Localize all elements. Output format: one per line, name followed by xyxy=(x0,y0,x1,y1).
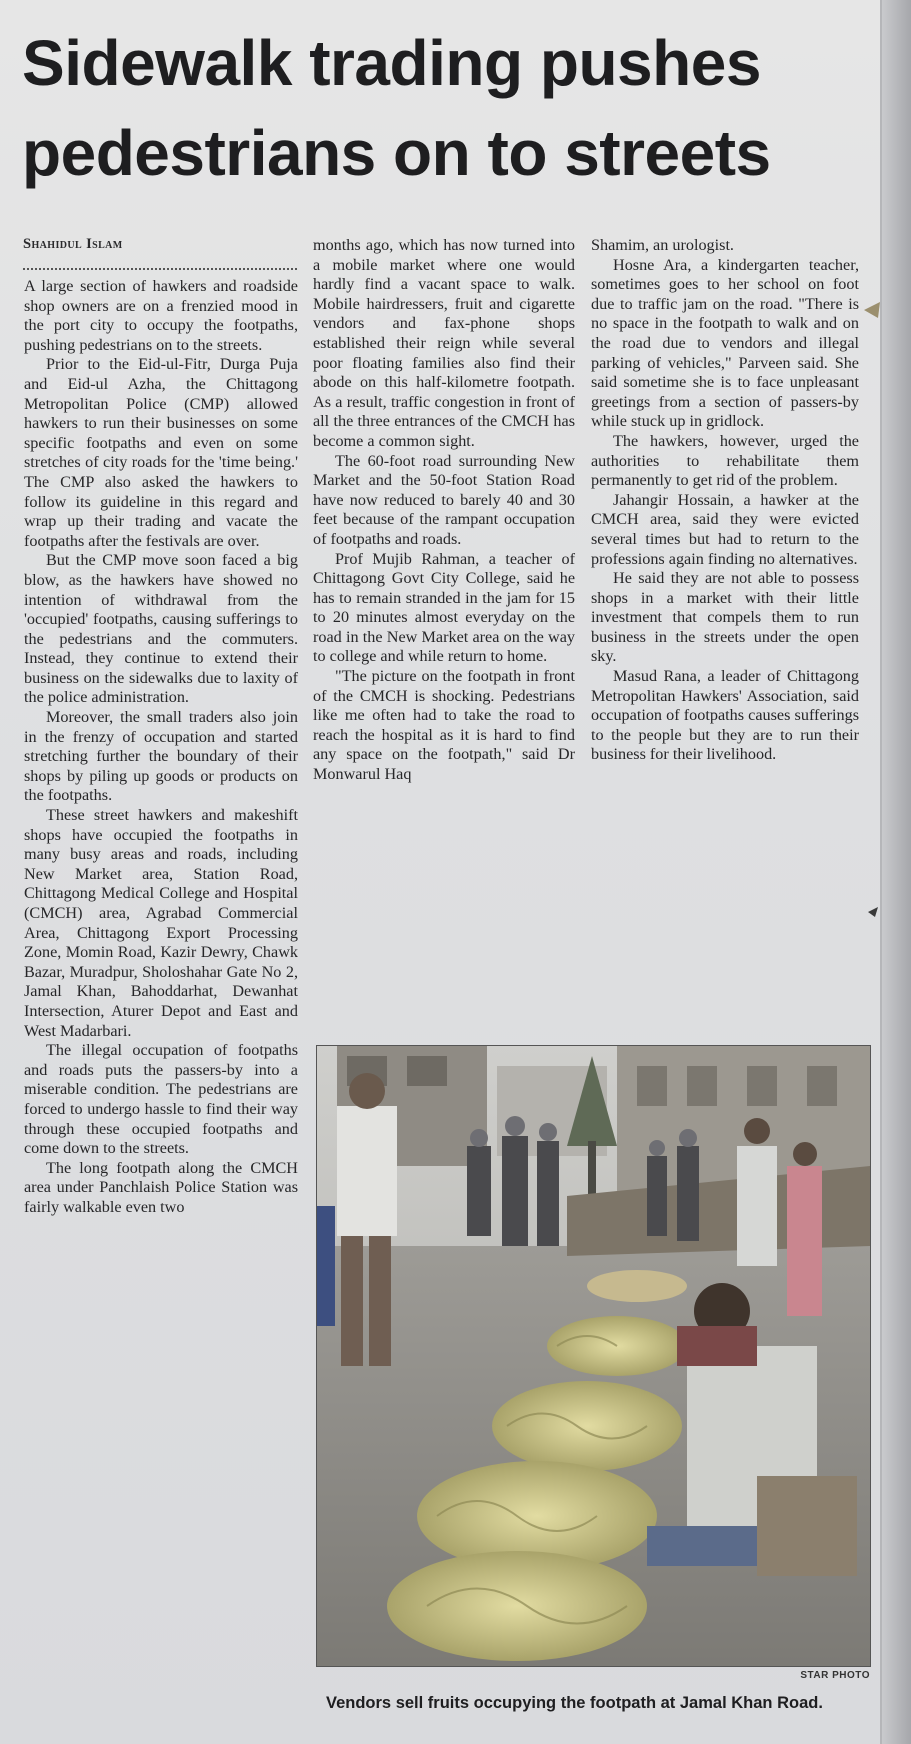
byline: Shahidul Islam xyxy=(23,236,123,252)
headline-line-1: Sidewalk trading pushes xyxy=(22,27,761,99)
paragraph: "The picture on the footpath in front of the CMCH is shocking. Pedestrians like me often had to take the road to reach the hospital as it is hard to find any space on the footpath," said Dr Monwarul Haq xyxy=(313,667,575,784)
paragraph: Moreover, the small traders also join in the frenzy of occupation and started stretching further the boundary of their shops by piling up goods or products on the footpaths. xyxy=(24,708,298,805)
paragraph: The long footpath along the CMCH area under Panchlaish Police Station was fairly walkable even two xyxy=(24,1158,298,1216)
news-photo xyxy=(316,1045,871,1667)
paragraph: Prof Mujib Rahman, a teacher of Chittagong Govt City College, said he has to remain stranded in the jam for 15 to 20 minutes almost everyday on the road in the New Market area on the way to college and while return to home. xyxy=(313,549,575,666)
photo-credit: STAR PHOTO xyxy=(800,1670,870,1681)
paragraph: But the CMP move soon faced a big blow, as the hawkers have showed no intention of withdrawal from the 'occupied' footpaths, causing sufferings to the pedestrians and the commuters. Instead, they continue to extend their business on the sidewalks due to laxity of the police administration. xyxy=(24,551,298,707)
headline xyxy=(22,18,862,198)
photo-caption: Vendors sell fruits occupying the footpath at Jamal Khan Road. xyxy=(326,1694,823,1712)
paragraph: The hawkers, however, urged the authorities to rehabilitate them permanently to get rid of the problem. xyxy=(591,431,859,490)
paragraph: He said they are not able to possess shops in a market with their little investment that compels them to run business in the streets under the open sky. xyxy=(591,569,859,666)
paragraph: Prior to the Eid-ul-Fitr, Durga Puja and Eid-ul Azha, the Chittagong Metropolitan Police (CMP) allowed hawkers to run their businesses on some specific footpaths and even on some stretches of city roads for the 'time being.' The CMP also asked the hawkers to follow its guideline in this regard and wrap up their trading and vacate the footpaths after the festivals are over. xyxy=(24,355,298,550)
paragraph: Jahangir Hossain, a hawker at the CMCH area, said they were evicted several times but had to return to the professions again finding no alternatives. xyxy=(591,490,859,568)
paragraph: A large section of hawkers and roadside shop owners are on a frenzied mood in the port city to occupy the footpaths, pushing pedestrians on to the streets. xyxy=(24,277,298,354)
street-vendors-photo xyxy=(317,1046,870,1666)
paragraph: The 60-foot road surrounding New Market and the 50-foot Station Road have now reduced to barely 40 and 30 feet because of the rampant occupation of footpaths and roads. xyxy=(313,451,575,548)
paragraph: These street hawkers and makeshift shops have occupied the footpaths in many busy areas and roads, including New Market area, Station Road, Chittagong Medical College and Hospital (CMCH) area, Agrabad Commercial Area, Chittagong Export Processing Zone, Momin Road, Kazir Dewry, Chawk Bazar, Muradpur, Sholoshahar Gate No 2, Jamal Khan, Bahoddarhat, Dewanhat Intersection, Aturer Depot and East and West Madarbari. xyxy=(24,806,298,1040)
headline-line-2: pedestrians on to streets xyxy=(22,117,771,189)
paragraph: The illegal occupation of footpaths and roads puts the passers-by into a miserable condition. The pedestrians are forced to undergo hassle to find their way through these occupied footpaths and come down to the streets. xyxy=(24,1041,298,1158)
byline-divider xyxy=(23,268,297,270)
paragraph: months ago, which has now turned into a mobile market where one would hardly find a vacant space to walk. Mobile hairdressers, fruit and cigarette vendors and fax-phone shops established their reign while several poor floating families also find their abode on this half-kilometre footpath. As a result, traffic congestion in front of all the three entrances of the CMCH has become a common sight. xyxy=(313,236,575,450)
page-tab-mark xyxy=(860,298,884,322)
article-column-2 xyxy=(313,236,575,785)
article-column-3 xyxy=(591,236,859,765)
paragraph: Shamim, an urologist. xyxy=(591,236,734,254)
article-column-1 xyxy=(24,277,298,1218)
adjacent-page-edge xyxy=(882,0,911,1744)
paragraph: Masud Rana, a leader of Chittagong Metropolitan Hawkers' Association, said occupation of footpaths causes sufferings to the people but they are to run their business for their livelihood. xyxy=(591,667,859,764)
paragraph: Hosne Ara, a kindergarten teacher, sometimes goes to her school on foot due to traffic jam on the road. "There is no space in the footpath to walk and on the road due to vendors and illegal parking of vehicles," Parveen said. She said sometime she is to face unpleasant greetings from a section of passers-by while stuck up in gridlock. xyxy=(591,255,859,431)
ink-mark xyxy=(866,905,880,919)
